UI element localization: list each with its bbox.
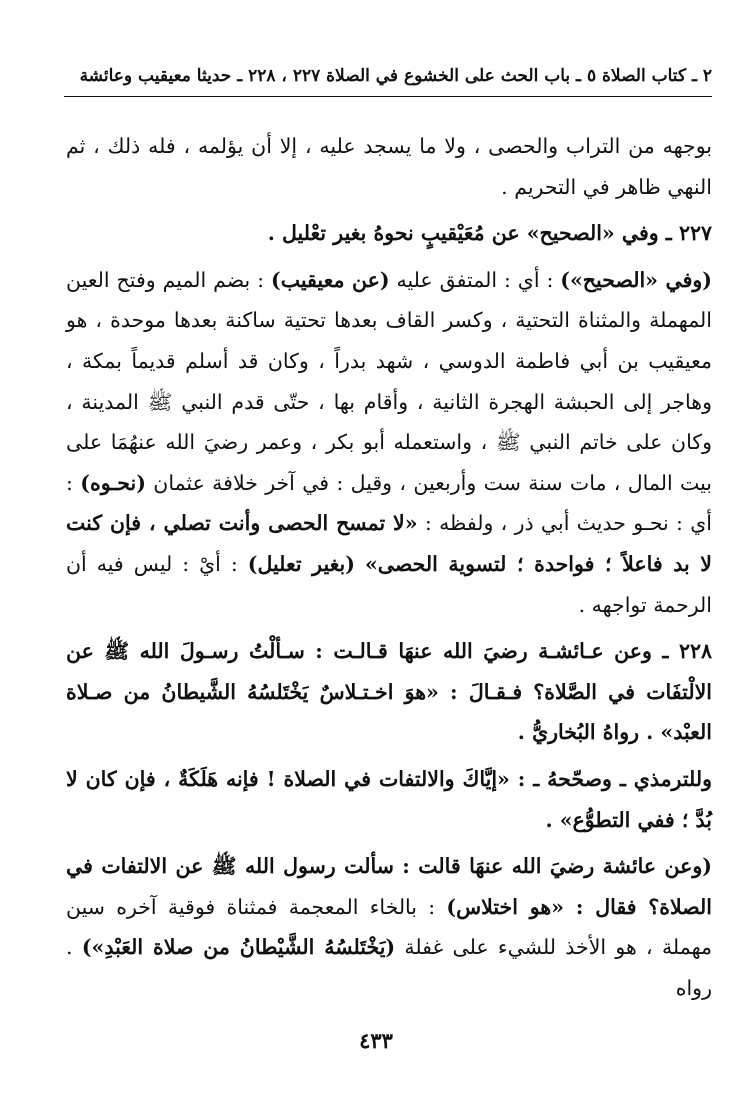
text-run: بوجهه من التراب والحصى ، ولا ما يسجد عليه ، إلا أن يؤلمه ، فله ذلك ، ثم النهي ظاهر في التحريم .: [66, 134, 712, 199]
bold-text-run: (وفي «الصحيح»): [560, 267, 713, 292]
bold-text-run: (يَخْتَلسُهُ الشَّيْطانُ من صلاة العَبْدِ»): [81, 935, 396, 960]
text-run: . رواه: [66, 935, 712, 1000]
paragraph: [66, 126, 712, 207]
header-divider: [64, 96, 712, 97]
text-run: : بالخاء المعجمة فمثناة فوقية آخره سين مهملة ، هو الأخذ للشيء على غفلة: [66, 894, 712, 960]
page-body: [66, 126, 712, 1008]
paragraph: [66, 260, 712, 625]
bold-text-run: ٢٢٨ ـ وعن عـائشـة رضيَ الله عنهَا قـالـت : سـألْتُ رسـولَ الله ﷺ عن الالْتفَات في الصَّلاة؟ فـقـالَ : «هوَ اخـتـلاسٌ يَخْتَلسُهُ الشَّيطانُ من صـلاة العبْد» . رواهُ البُخاريُّ .: [66, 639, 712, 745]
bold-text-run: (بغير تعليل): [247, 551, 355, 576]
text-run: : بضم الميم وفتح العين المهملة والمثناة التحتية ، وكسر القاف بعدها تحتية ساكنة بعدها موحدة ، هو معيقيب بن أبي فاطمة الدوسي ، شهد بدراً ، وكان قد أسلم قديماً بمكة ، وهاجر إلى الحبشة الهجرة الثانية ، وأقام بها ، حتّى قدم النبي ﷺ المدينة ، وكان على خاتم النبي ﷺ ، واستعمله أبو بكر ، وعمر رضيَ الله عنهُمَا على بيت المال ، مات سنة ست وأربعين ، وقيل : في آخر خلافة عثمان: [66, 267, 712, 495]
text-run: [355, 552, 365, 576]
text-run: : أي : نحـو حديث أبي ذر ، ولفظه :: [66, 470, 712, 536]
text-run: : أيْ : ليس فيه أن الرحمة تواجهه .: [66, 551, 712, 617]
paragraph: [66, 759, 712, 840]
paragraph: [66, 213, 712, 254]
bold-text-run: (نحـوه): [80, 470, 146, 495]
paragraph: [66, 846, 712, 1008]
bold-text-run: (وعن عائشة رضيَ الله عنهَا قالت : سألت رسول الله ﷺ عن الالتفات في الصلاة؟ فقال : «هو اختلاس): [66, 854, 712, 919]
bold-text-run: (عن معيقيب): [271, 267, 390, 292]
page-number: ٤٣٣: [359, 1028, 393, 1053]
bold-text-run: «لا تمسح الحصى وأنت تصلي ، فإن كنت لا بد فاعلاً ؛ فواحدة ؛ لتسوية الحصى»: [66, 511, 712, 576]
paragraph: [66, 631, 712, 753]
bold-text-run: وللترمذي ـ وصحّحهُ ـ : «إيَّاكَ والالتفات في الصلاة ! فإنه هَلَكَةٌ ، فإن كان لا بُدَّ ؛ ففي التطوُّع» .: [66, 766, 712, 832]
running-header: ٢ ـ كتاب الصلاة ٥ ـ باب الحث على الخشوع في الصلاة ٢٢٧ ، ٢٢٨ ـ حديثا معيقيب وعائشة: [79, 66, 712, 86]
bold-text-run: ٢٢٧ ـ وفي «الصحيح» عن مُعَيْقيبٍ نحوهُ بغير تعْليل .: [267, 221, 712, 246]
text-run: : أي : المتفق عليه: [389, 267, 561, 292]
